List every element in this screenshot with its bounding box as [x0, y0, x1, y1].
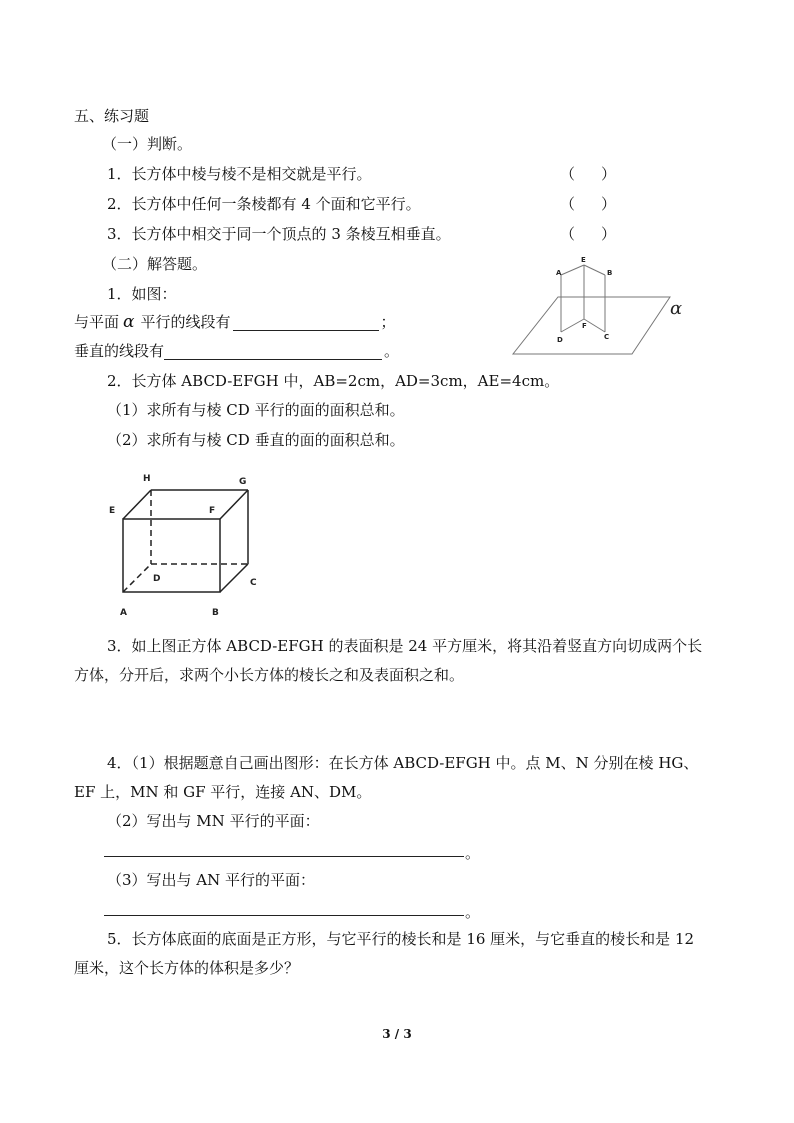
- paren-close: ）: [600, 195, 616, 213]
- paren-close: ）: [600, 165, 616, 183]
- q4-line1: 4．（1）根据题意自己画出图形：在长方体 ABCD-EFGH 中。点 M、N 分别在棱 HG、: [107, 754, 699, 772]
- q2-sub1: （1）求所有与棱 CD 平行的面的面积总和。: [107, 401, 405, 419]
- q1-parallel-line: [74, 312, 396, 332]
- q1-perp-end: 。: [384, 342, 400, 360]
- judge-answer-2[interactable]: [560, 194, 616, 214]
- q1-parallel-middle: 平行的线段有: [140, 313, 231, 331]
- fig2-label-e: E: [109, 506, 116, 516]
- figure-plane-alpha: [508, 252, 708, 362]
- fig2-label-h: H: [143, 474, 151, 484]
- paren-close: ）: [600, 225, 616, 243]
- q1-parallel-end: ；: [380, 313, 396, 331]
- q1-perpendicular-line: [74, 341, 399, 361]
- paren-open: （: [560, 195, 576, 213]
- q1-perp-blank[interactable]: [164, 343, 382, 360]
- fig2-label-d: D: [153, 574, 161, 584]
- q4-sub3-answer-line[interactable]: [104, 915, 464, 916]
- cuboid-front-face: [123, 519, 220, 592]
- fig1-alpha-label: α: [670, 298, 683, 319]
- q5-line2: 厘米，这个长方体的体积是多少？: [74, 959, 300, 977]
- figure-cuboid: [105, 468, 265, 618]
- q4-sub3-end: 。: [465, 903, 481, 921]
- fig1-label-a: A: [556, 269, 562, 277]
- fig1-label-b: B: [607, 269, 613, 277]
- q2-sub2: （2）求所有与棱 CD 垂直的面的面积总和。: [107, 431, 405, 449]
- q1-parallel-blank[interactable]: [233, 314, 379, 331]
- fig1-label-d: D: [557, 336, 563, 344]
- plane-alpha-outline: [513, 297, 670, 354]
- q4-sub2-end: 。: [465, 844, 481, 862]
- fig1-label-e: E: [581, 256, 586, 264]
- fig2-label-c: C: [250, 578, 257, 588]
- judge-item-2: 2．长方体中任何一条棱都有 4 个面和它平行。: [107, 195, 421, 213]
- q4-sub2: （2）写出与 MN 平行的平面：: [107, 812, 320, 830]
- fig2-label-f: F: [209, 506, 216, 516]
- paren-open: （: [560, 225, 576, 243]
- judge-item-3: 3．长方体中相交于同一个顶点的 3 条棱互相垂直。: [107, 225, 451, 243]
- q4-line2: EF 上，MN 和 GF 平行，连接 AN、DM。: [74, 783, 372, 801]
- part1-title: （一）判断。: [102, 135, 193, 153]
- q1-parallel-prefix: 与平面: [74, 313, 120, 331]
- fig2-label-a: A: [120, 608, 127, 618]
- q4-sub2-answer-line[interactable]: [104, 856, 464, 857]
- q3-line2: 方体，分开后，求两个小长方体的棱长之和及表面积之和。: [74, 666, 465, 684]
- fig1-label-f: F: [582, 322, 587, 330]
- alpha-symbol: α: [123, 312, 135, 332]
- paren-open: （: [560, 165, 576, 183]
- q5-line1: 5．长方体底面的底面是正方形，与它平行的棱长和是 16 厘米，与它垂直的棱长和是 12: [107, 930, 695, 948]
- q4-sub3: （3）写出与 AN 平行的平面：: [107, 871, 316, 889]
- fig2-label-g: G: [239, 477, 247, 487]
- judge-answer-3[interactable]: [560, 224, 616, 244]
- section-title: 五、练习题: [74, 107, 150, 125]
- part2-title: （二）解答题。: [102, 255, 208, 273]
- q2-stem: 2．长方体 ABCD-EFGH 中，AB=2cm，AD=3cm，AE=4cm。: [107, 372, 560, 390]
- page-number: 3 / 3: [382, 1027, 412, 1041]
- judge-answer-1[interactable]: [560, 164, 616, 184]
- cuboid-hidden-edges: [123, 490, 248, 592]
- judge-item-1: 1．长方体中棱与棱不是相交就是平行。: [107, 165, 372, 183]
- q3-line1: 3．如上图正方体 ABCD-EFGH 的表面积是 24 平方厘米，将其沿着竖直方向切成两个长: [107, 637, 703, 655]
- q1-label: 1．如图：: [107, 285, 177, 303]
- fig2-label-b: B: [212, 608, 219, 618]
- fig1-label-c: C: [604, 333, 610, 341]
- q1-perp-prefix: 垂直的线段有: [74, 342, 165, 360]
